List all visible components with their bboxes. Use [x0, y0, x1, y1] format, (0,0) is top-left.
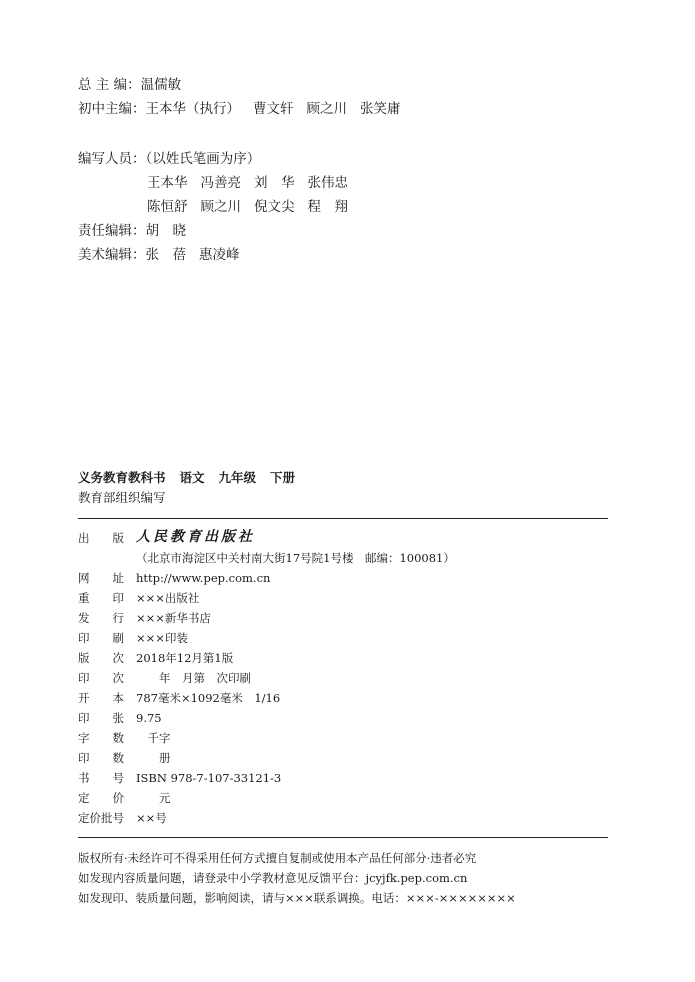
book-volume: 下册 [270, 470, 296, 485]
info-row-isbn [78, 768, 455, 788]
info-label: 发 行 [78, 611, 124, 625]
edition-value: 2018年12月第1版 [136, 651, 234, 665]
info-label: 印 次 [78, 671, 124, 685]
art-editor-label: 美术编辑： [78, 247, 146, 263]
info-label: 书 号 [78, 771, 124, 785]
bottom-divider [78, 837, 608, 838]
book-series: 义务教育教科书 [78, 470, 166, 485]
printing-value: ×××印装 [136, 631, 188, 645]
copies-value: 册 [136, 751, 171, 765]
responsible-editor-label: 责任编辑： [78, 223, 146, 239]
credits-block [78, 73, 414, 267]
writers-row [78, 147, 414, 171]
top-divider [78, 518, 608, 519]
info-row-distribution [78, 608, 455, 628]
info-row-reprint [78, 588, 455, 608]
info-row-address [78, 548, 455, 568]
art-editor-row [78, 243, 414, 267]
writer-name: 程 翔 [307, 199, 348, 215]
info-label: 印 张 [78, 711, 124, 725]
info-label: 重 印 [78, 591, 124, 605]
writers-line-2 [78, 195, 414, 219]
responsible-editor-name: 胡 晓 [145, 223, 186, 239]
price-value: 元 [136, 791, 171, 805]
publisher-logo-text: 人民教育出版社 [136, 530, 255, 545]
writer-name: 冯善亮 [200, 175, 241, 191]
reprint-value: ×××出版社 [136, 591, 200, 605]
website-value: http://www.pep.com.cn [136, 571, 271, 585]
copyright-note: 版权所有·未经许可不得采用任何方式擅自复制或使用本产品任何部分·违者必究 [78, 851, 477, 865]
isbn-value: ISBN 978-7-107-33121-3 [136, 771, 282, 785]
writer-name: 顾之川 [200, 199, 241, 215]
responsible-editor-row [78, 219, 414, 243]
junior-editor-name: 曹文轩 [253, 101, 294, 117]
publisher-address: （北京市海淀区中关村南大街17号院1号楼 邮编：100081） [136, 551, 455, 565]
info-row-impression [78, 668, 455, 688]
junior-editor-label: 初中主编： [78, 101, 146, 117]
publication-info [78, 528, 455, 828]
info-label: 印 数 [78, 751, 124, 765]
info-label: 字 数 [78, 731, 124, 745]
info-label: 网 址 [78, 571, 124, 585]
info-row-price-approval [78, 808, 455, 828]
writer-name: 张伟忠 [307, 175, 348, 191]
art-editor-name: 惠凌峰 [199, 247, 240, 263]
impression-value: 年 月第 次印刷 [136, 671, 251, 685]
book-subject: 语文 [179, 470, 205, 485]
info-label-spacer [78, 548, 136, 568]
art-editor-name: 张 蓓 [145, 247, 186, 263]
info-row-price [78, 788, 455, 808]
info-label: 印 刷 [78, 631, 124, 645]
copyright-notes [78, 848, 516, 908]
info-row-website [78, 568, 455, 588]
writers-label: 编写人员： [78, 151, 146, 167]
info-row-copies [78, 748, 455, 768]
writers-line-1 [78, 171, 414, 195]
junior-editor-name: 张笑庸 [360, 101, 401, 117]
chief-editor-label: 总 主 编： [78, 77, 141, 93]
writer-name: 刘 华 [254, 175, 295, 191]
chief-editor-row [78, 73, 414, 97]
info-row-publisher [78, 528, 455, 548]
info-row-edition [78, 648, 455, 668]
words-value: 千字 [136, 731, 171, 745]
info-row-sheets [78, 708, 455, 728]
info-row-words [78, 728, 455, 748]
info-label: 开 本 [78, 691, 124, 705]
chief-editor-name: 温儒敏 [140, 77, 182, 93]
junior-editor-name: 顾之川 [306, 101, 347, 117]
info-label: 版 次 [78, 651, 124, 665]
book-title [78, 468, 309, 488]
info-row-printing [78, 628, 455, 648]
format-value: 787毫米×1092毫米 1/16 [136, 691, 281, 705]
junior-editor-row [78, 97, 414, 121]
price-approval-value: ××号 [136, 811, 167, 825]
print-quality-note: 如发现印、装质量问题，影响阅读，请与×××联系调换。电话：×××-×××××××× [78, 891, 516, 905]
writer-name: 王本华 [147, 175, 188, 191]
writer-name: 陈恒舒 [147, 199, 188, 215]
distribution-value: ×××新华书店 [136, 611, 211, 625]
book-title-block [78, 468, 309, 508]
info-row-format [78, 688, 455, 708]
info-label: 定价批号 [78, 811, 124, 825]
writers-note: （以姓氏笔画为序） [145, 151, 261, 167]
info-label: 出 版 [78, 531, 124, 545]
writer-name: 倪文尖 [254, 199, 295, 215]
sheets-value: 9.75 [136, 711, 162, 725]
book-grade: 九年级 [218, 470, 257, 485]
info-label: 定 价 [78, 791, 124, 805]
junior-editor-name: 王本华（执行） [145, 101, 240, 117]
book-compiler: 教育部组织编写 [78, 490, 166, 505]
content-feedback-note: 如发现内容质量问题，请登录中小学教材意见反馈平台：jcyjfk.pep.com.cn [78, 871, 468, 885]
